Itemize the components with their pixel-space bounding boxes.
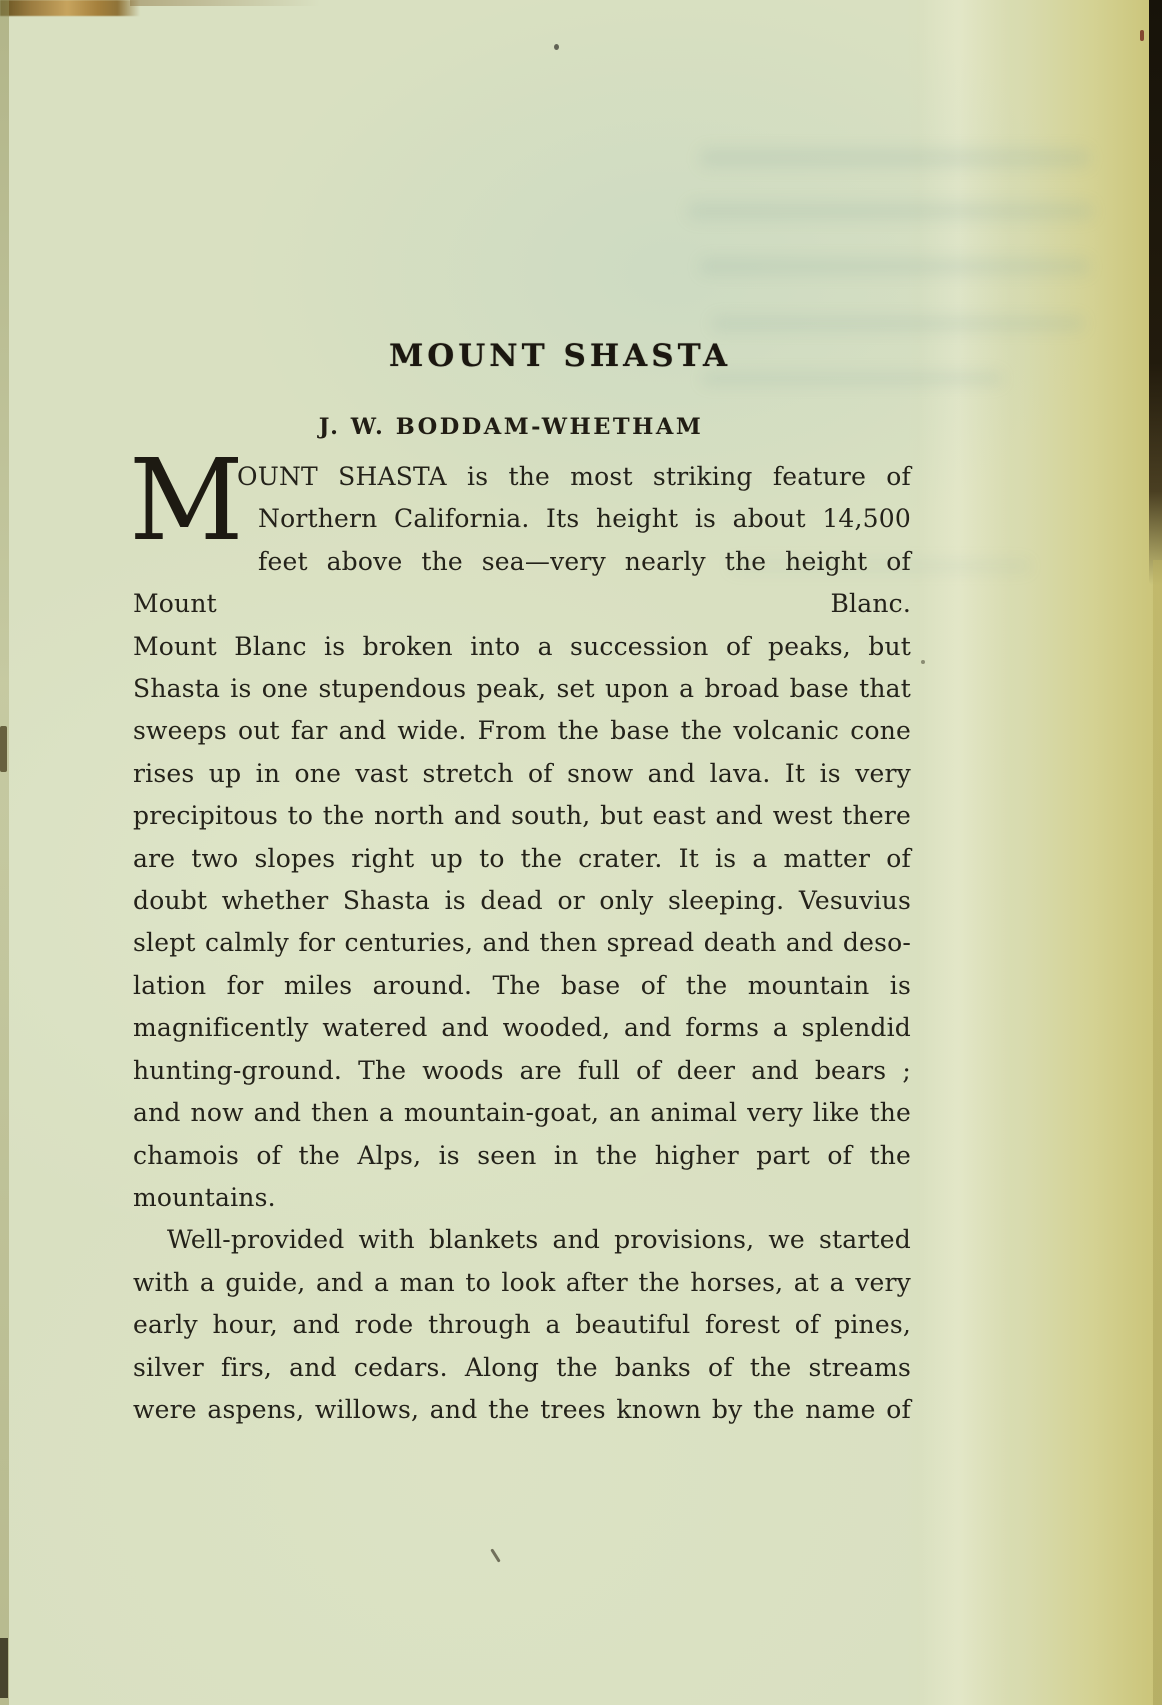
page-title: MOUNT SHASTA xyxy=(388,338,732,374)
show-through-smudge xyxy=(700,258,1090,275)
text-line: were aspens, willows, and the trees known by the name of xyxy=(133,1394,911,1424)
text-line: early hour, and rode through a beautiful forest of pines, xyxy=(133,1310,911,1340)
paper-speck xyxy=(921,660,925,664)
scan-edge-right-tan xyxy=(1153,560,1162,1705)
scan-edge-top-line xyxy=(130,0,320,6)
scan-edge-right-dark xyxy=(1149,0,1162,585)
show-through-smudge xyxy=(688,202,1093,220)
text-line: magnificently watered and wooded, and forms a splendid xyxy=(133,1013,911,1043)
text-line: and now and then a mountain-goat, an animal very like the xyxy=(133,1098,911,1128)
scan-edge-left-mark xyxy=(0,726,7,772)
paper-speck xyxy=(490,1548,500,1562)
text-line: Mount Blanc is broken into a succession of peaks, but xyxy=(133,631,911,661)
text-line: hunting-ground. The woods are full of deer and bears ; xyxy=(133,1055,911,1085)
text-line: Northern California. Its height is about 14,500 xyxy=(258,504,911,534)
text-line: lation for miles around. The base of the mountain is xyxy=(133,970,911,1000)
text-line: Well-provided with blankets and provisions, we started xyxy=(167,1225,911,1255)
text-line: OUNT SHASTA is the most striking feature of xyxy=(237,462,911,491)
article-text xyxy=(129,436,911,1431)
text-line: sweeps out far and wide. From the base the volcanic cone xyxy=(133,716,911,746)
scan-edge-top-left xyxy=(0,0,140,16)
show-through-smudge xyxy=(712,316,1084,331)
text-line: are two slopes right up to the crater. It is a matter of xyxy=(133,843,911,873)
paper-speck xyxy=(1140,30,1144,41)
text-line: Shasta is one stupendous peak, set upon a broad base that xyxy=(133,674,911,704)
text-line: rises up in one vast stretch of snow and lava. It is very xyxy=(133,758,911,788)
text-line: slept calmly for centuries, and then spread death and deso- xyxy=(133,928,911,958)
text-line: mountains. xyxy=(133,1182,276,1212)
drop-cap: M xyxy=(129,436,244,566)
paper-speck xyxy=(554,44,559,50)
text-line: chamois of the Alps, is seen in the higher part of the xyxy=(133,1140,911,1170)
text-line: with a guide, and a man to look after the horses, at a very xyxy=(133,1267,911,1297)
text-line: precipitous to the north and south, but east and west there xyxy=(133,801,911,831)
author-byline: J. W. BODDAM-WHETHAM xyxy=(318,414,704,440)
scan-edge-left xyxy=(0,0,9,1705)
text-line: feet above the sea—very nearly the height of Mount Blanc. xyxy=(133,546,911,619)
show-through-smudge xyxy=(700,148,1090,168)
text-line: silver firs, and cedars. Along the banks of the streams xyxy=(133,1352,911,1382)
text-line: doubt whether Shasta is dead or only sleeping. Vesuvius xyxy=(133,886,911,916)
body-lines xyxy=(133,456,911,1431)
scan-edge-left-corner-mark xyxy=(0,1638,8,1698)
